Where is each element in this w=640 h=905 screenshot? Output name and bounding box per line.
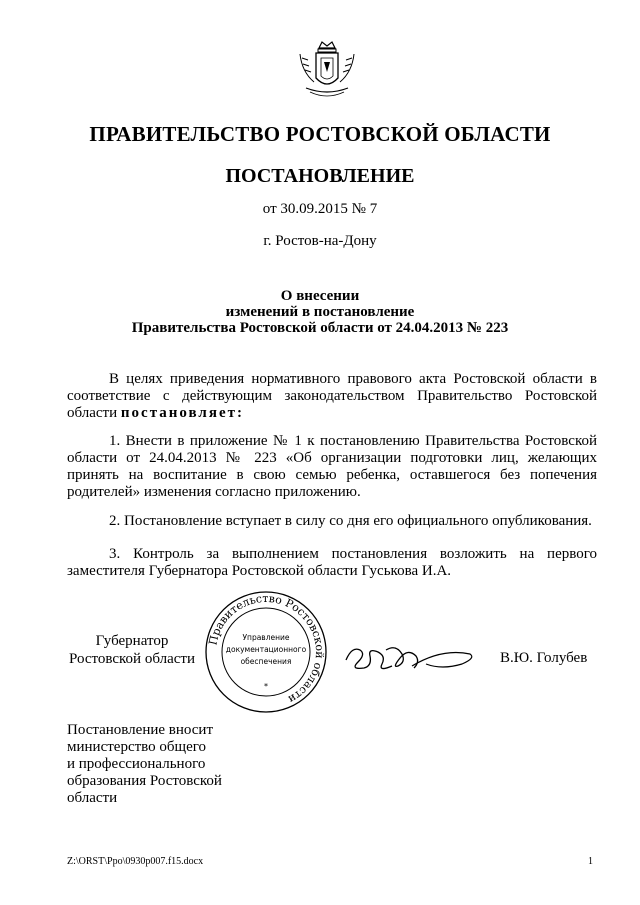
seal-inner-line-2: документационного bbox=[225, 645, 307, 654]
subject-line-1: О внесении bbox=[280, 288, 360, 304]
preamble-text: В целях приведения нормативного правового акта Ростовской области в соответствие с действующим законодательством Правительство Ростовской области bbox=[67, 371, 597, 421]
signatory-title-line-1: Губернатор bbox=[95, 633, 169, 649]
document-date-number: от 30.09.2015 № 7 bbox=[262, 201, 378, 217]
rostov-coat-of-arms-icon bbox=[294, 38, 360, 102]
signatory-title-line-2: Ростовской области bbox=[69, 651, 195, 667]
document-city: г. Ростов-на-Дону bbox=[263, 233, 377, 249]
item-1-paragraph: 1. Внести в приложение № 1 к постановлению Правительства Ростовской области от 24.04.2013 № 223 «Об организации подготовки лиц, желающих принять на воспитание в свою семью ребенка, оставшегося без попечения родителей» изменения согласно приложению. bbox=[67, 433, 597, 500]
submitted-by-line-4: образования Ростовской bbox=[67, 773, 222, 789]
item-2-paragraph: 2. Постановление вступает в силу со дня его официального опубликования. bbox=[109, 513, 592, 529]
submitted-by-line-1: Постановление вносит bbox=[67, 722, 214, 738]
submitted-by-note bbox=[67, 722, 267, 807]
svg-text:*: * bbox=[264, 682, 268, 691]
submitted-by-line-3: и профессионального bbox=[67, 756, 206, 772]
document-type-title: ПОСТАНОВЛЕНИЕ bbox=[225, 165, 415, 187]
government-title: ПРАВИТЕЛЬСТВО РОСТОВСКОЙ ОБЛАСТИ bbox=[89, 122, 551, 146]
signatory-name: В.Ю. Голубев bbox=[500, 650, 588, 666]
file-path: Z:\ORST\Ppo\0930p007.f15.docx bbox=[67, 856, 204, 867]
seal-inner-line-3: обеспечения bbox=[240, 657, 292, 666]
subject-line-2: изменений в постановление bbox=[225, 304, 415, 320]
seal-ring-text: Правительство Ростовской области bbox=[206, 591, 327, 707]
subject-line-3: Правительства Ростовской области от 24.04.2013 № 223 bbox=[131, 320, 509, 336]
signatory-title bbox=[67, 632, 197, 668]
decree-word: постановляет: bbox=[120, 405, 244, 421]
seal-inner-line-1: Управление bbox=[242, 633, 290, 642]
item-3-paragraph: 3. Контроль за выполнением постановления возложить на первого заместителя Губернатора Ростовской области Гуськова И.А. bbox=[67, 546, 597, 579]
submitted-by-line-5: области bbox=[67, 790, 118, 806]
page-number: 1 bbox=[588, 856, 593, 867]
official-seal-icon bbox=[204, 590, 328, 714]
submitted-by-line-2: министерство общего bbox=[67, 739, 207, 755]
handwritten-signature-icon bbox=[342, 636, 478, 680]
preamble-paragraph bbox=[67, 371, 597, 422]
